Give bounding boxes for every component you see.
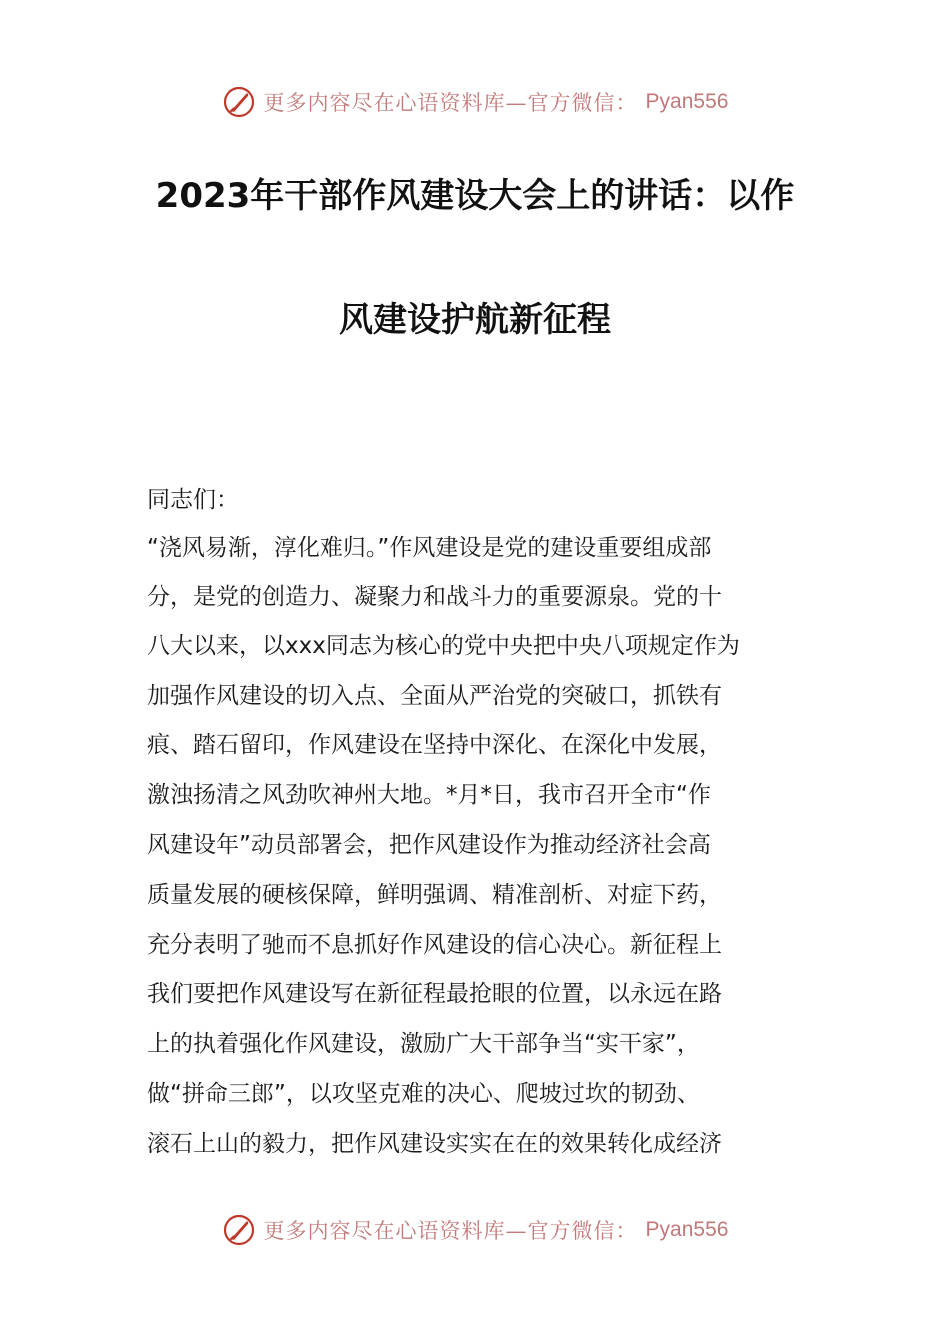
footer-watermark [0, 1210, 950, 1250]
body-line: 做“拼命三郎”，以攻坚克难的决心、爬坡过坎的韧劲、 [147, 1081, 700, 1107]
body-line: 八大以来，以xxx同志为核心的党中央把中央八项规定作为 [147, 633, 740, 659]
body-line: 激浊扬清之风劲吹神州大地。*月*日，我市召开全市“作 [147, 782, 711, 808]
body-line: 分，是党的创造力、凝聚力和战斗力的重要源泉。党的十 [147, 584, 722, 610]
watermark-text: 更多内容尽在心语资料库—官方微信： [263, 91, 638, 115]
body-line: 充分表明了驰而不息抓好作风建设的信心决心。新征程上 [147, 932, 722, 958]
body-line: 滚石上山的毅力，把作风建设实实在在的效果转化成经济 [147, 1131, 722, 1157]
body-line: 我们要把作风建设写在新征程最抢眼的位置，以永远在路 [147, 981, 722, 1007]
body-line: 质量发展的硬核保障，鲜明强调、精准剖析、对症下药， [147, 882, 722, 908]
watermark-wechat-id: Pyan556 [645, 1218, 729, 1241]
quill-logo-icon [222, 1213, 256, 1247]
watermark-wechat-id: Pyan556 [645, 90, 729, 113]
quill-logo-icon [222, 85, 256, 119]
document-title-line-1: 2023年干部作风建设大会上的讲话：以作 [155, 176, 795, 216]
body-line: 上的执着强化作风建设，激励广大干部争当“实干家”， [147, 1031, 700, 1057]
header-watermark [0, 82, 950, 122]
watermark-text: 更多内容尽在心语资料库—官方微信： [263, 1219, 638, 1243]
body-line: “浇风易渐，淳化难归。”作风建设是党的建设重要组成部 [147, 535, 712, 561]
body-line: 痕、踏石留印，作风建设在坚持中深化、在深化中发展， [147, 732, 722, 758]
body-line: 风建设年”动员部署会，把作风建设作为推动经济社会高 [147, 832, 711, 858]
body-line: 加强作风建设的切入点、全面从严治党的突破口，抓铁有 [147, 683, 722, 709]
salutation: 同志们： [147, 487, 239, 513]
document-title-line-2: 风建设护航新征程 [339, 300, 611, 340]
